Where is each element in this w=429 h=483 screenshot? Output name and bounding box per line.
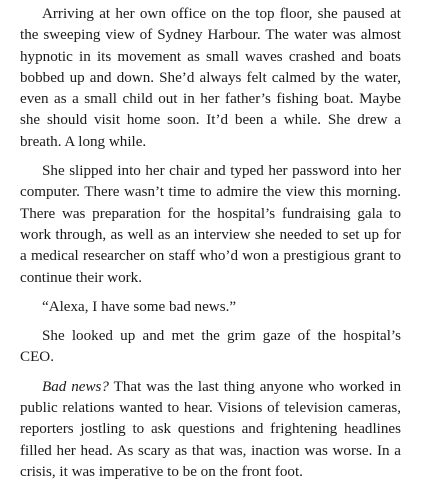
paragraph-computer-work <box>20 161 401 289</box>
paragraph-italic-lead: Bad news? <box>42 378 109 395</box>
paragraph-reaction <box>20 377 401 483</box>
paragraph-text: Arriving at her own office on the top floor, she paused at the sweeping view of Sydney Harbour. The water was almost hypnotic in its movement as small waves crashed and boats bobbed up and down. She’d always felt calmed by the water, even as a small child out in her father’s fishing boat. Maybe she should visit home soon. It’d been a while. She drew a breath. A long while. <box>20 6 401 150</box>
paragraph-dialogue-bad-news <box>20 297 401 318</box>
book-page <box>20 0 401 483</box>
paragraph-text: “Alexa, I have some bad news.” <box>42 298 237 315</box>
paragraph-text: She looked up and met the grim gaze of the hospital’s CEO. <box>20 328 401 366</box>
paragraph-office-arrival <box>20 0 401 153</box>
paragraph-text: She slipped into her chair and typed her password into her computer. There wasn’t time to admire the view this morning. There was preparation for the hospital’s fundraising gala to work through, as well as an interview she needed to set up for a medical researcher on staff who’d won a prestigious grant to continue their work. <box>20 163 401 286</box>
paragraph-ceo-gaze <box>20 326 401 369</box>
paragraph-text: That was the last thing anyone who worked in public relations wanted to hear. Visions of television cameras, reporters jostling to ask questions and frightening headlines filled her head. As scary as that was, inaction was worse. In a crisis, it was imperative to be on the front foot. <box>20 378 401 480</box>
